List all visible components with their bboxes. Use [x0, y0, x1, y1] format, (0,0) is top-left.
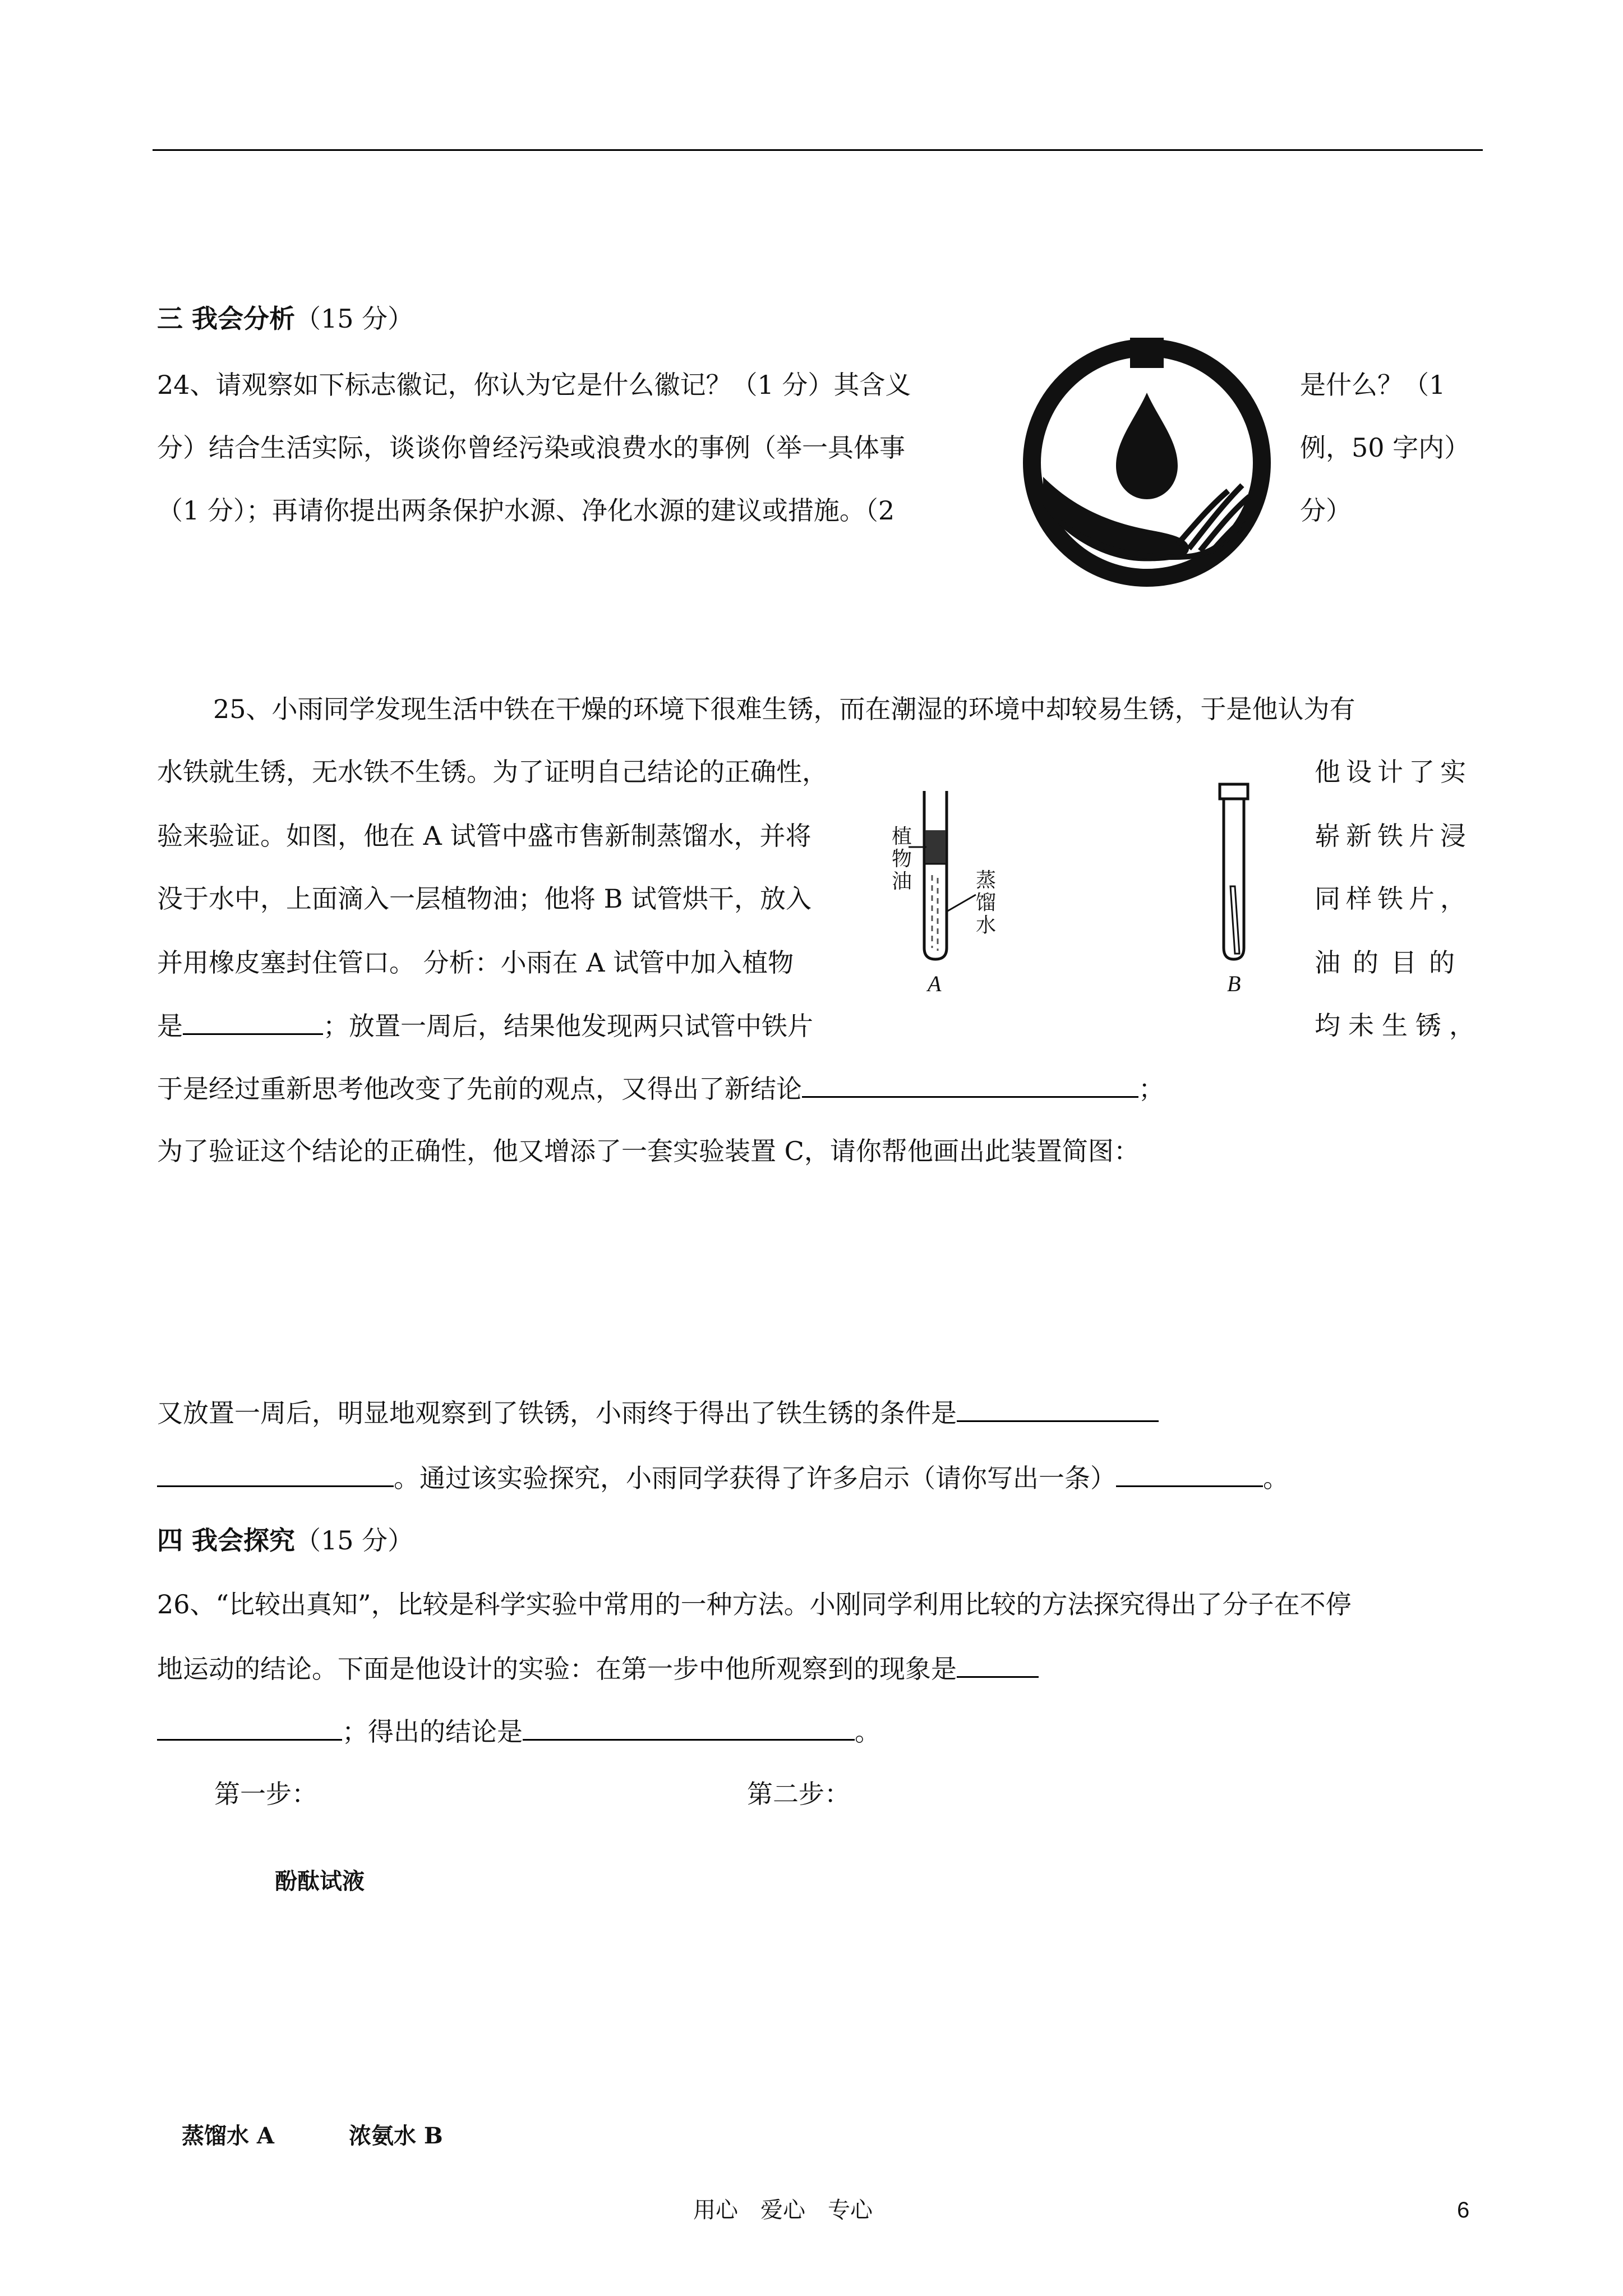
q26-line1: 26、“比较出真知”，比较是科学实验中常用的一种方法。小刚同学利用比较的方法探究得出了分子在不停 [157, 1589, 1352, 1619]
q25-line7-end: ； [1138, 1074, 1164, 1104]
q25-line6-suffix: ；放置一周后，结果他发现两只试管中铁片 [323, 1011, 813, 1041]
q25-line9 [157, 1396, 1159, 1430]
test-tube-a [909, 791, 976, 959]
section-3-heading [157, 302, 413, 335]
q25-line9-text: 又放置一周后，明显地观察到了铁锈，小雨终于得出了铁生锈的条件是 [157, 1398, 957, 1428]
q25-line7 [157, 1071, 1164, 1106]
q24-line1-right: 是什么？（1 [1300, 370, 1446, 400]
q25-test-tube-figure [892, 780, 1318, 1004]
q24-line3-right: 分） [1300, 495, 1352, 526]
q25-oil-purpose-blank[interactable] [183, 1009, 323, 1035]
q25-line3-right: 崭新铁片浸 [1315, 821, 1472, 851]
page-number: 6 [1457, 2198, 1470, 2223]
q25-line6-right: 均未生锈， [1315, 1010, 1483, 1041]
q25-line10 [157, 1461, 1289, 1495]
q26-line3 [157, 1714, 880, 1749]
q25-line1: 25、小雨同学发现生活中铁在干燥的环境下很难生锈，而在潮湿的环境中却较易生锈，于是他认为有 [213, 694, 1355, 724]
q25-new-conclusion-blank[interactable] [802, 1071, 1138, 1098]
q26-phenomenon-blank-cont[interactable] [157, 1714, 342, 1741]
q25-line4-left: 没于水中，上面滴入一层植物油；他将 B 试管烘干，放入 [157, 884, 812, 914]
q25-line4-right: 同样铁片， [1315, 884, 1472, 914]
q25-line2-left: 水铁就生锈，无水铁不生锈。为了证明自己结论的正确性， [157, 757, 828, 787]
q24-line1-left: 24、请观察如下标志徽记，你认为它是什么徽记？（1 分）其含义 [157, 370, 911, 400]
q25-rust-condition-blank[interactable] [957, 1396, 1159, 1422]
footer-motto: 用心 爱心 专心 [693, 2197, 873, 2223]
q25-line7-text: 于是经过重新思考他改变了先前的观点，又得出了新结论 [157, 1074, 802, 1104]
q25-line2-right: 他设计了实 [1315, 757, 1472, 787]
caption-tube-a: A [928, 971, 942, 996]
q26-phenomenon-blank[interactable] [957, 1651, 1039, 1678]
label-vegetable-oil: 植物油 [892, 825, 912, 893]
label-ammonia-b: 浓氨水 B [349, 2123, 443, 2149]
section-4-heading [157, 1524, 413, 1557]
q25-line8: 为了验证这个结论的正确性，他又增添了一套实验装置 C，请你帮他画出此装置简图： [157, 1136, 1140, 1166]
label-distilled-water: 蒸馏水 [976, 869, 997, 937]
test-tubes-diagram [892, 780, 1318, 970]
q26-step1-label: 第一步： [214, 1779, 317, 1809]
water-saving-emblem-icon [1021, 337, 1273, 589]
q25-line10-end: 。 [1263, 1463, 1289, 1493]
q25-rust-condition-blank-cont[interactable] [157, 1461, 394, 1487]
q26-line2-text: 地运动的结论。下面是他设计的实验：在第一步中他所观察到的现象是 [157, 1654, 957, 1684]
q24-line2-left: 分）结合生活实际，谈谈你曾经污染或浪费水的事例（举一具体事 [157, 432, 905, 463]
section-3-title: 三 我会分析 [157, 303, 296, 334]
q25-line10-text: 。通过该实验探究，小雨同学获得了许多启示（请你写出一条） [394, 1463, 1116, 1493]
q24-line2-right: 例，50 字内） [1300, 432, 1470, 463]
test-tube-b [1220, 784, 1248, 959]
q25-line5-left: 并用橡皮塞封住管口。 分析：小雨在 A 试管中加入植物 [157, 947, 794, 978]
label-distilled-water-a: 蒸馏水 A [182, 2123, 274, 2149]
q24-line3-left: （1 分）；再请你提出两条保护水源、净化水源的建议或措施。（2 [157, 495, 895, 526]
section-3-score: （15 分） [295, 303, 414, 334]
q25-line6-left [157, 1009, 813, 1043]
caption-tube-b: B [1227, 971, 1241, 996]
q26-line3-text: ；得出的结论是 [342, 1717, 523, 1747]
q26-line3-end: 。 [855, 1717, 880, 1747]
q25-line6-prefix: 是 [157, 1011, 183, 1041]
q25-line3-left: 验来验证。如图，他在 A 试管中盛市售新制蒸馏水，并将 [157, 821, 811, 851]
section-4-score: （15 分） [295, 1525, 414, 1556]
q26-conclusion-blank[interactable] [523, 1714, 855, 1741]
section-4-title: 四 我会探究 [157, 1525, 296, 1556]
q26-step2-label: 第二步： [747, 1779, 850, 1809]
q25-line5-right: 油的目的 [1315, 947, 1467, 978]
q25-inspiration-blank[interactable] [1116, 1461, 1263, 1487]
q26-line2 [157, 1651, 1039, 1686]
header-rule [153, 149, 1483, 151]
label-phenolphthalein: 酚酞试液 [275, 1868, 365, 1894]
